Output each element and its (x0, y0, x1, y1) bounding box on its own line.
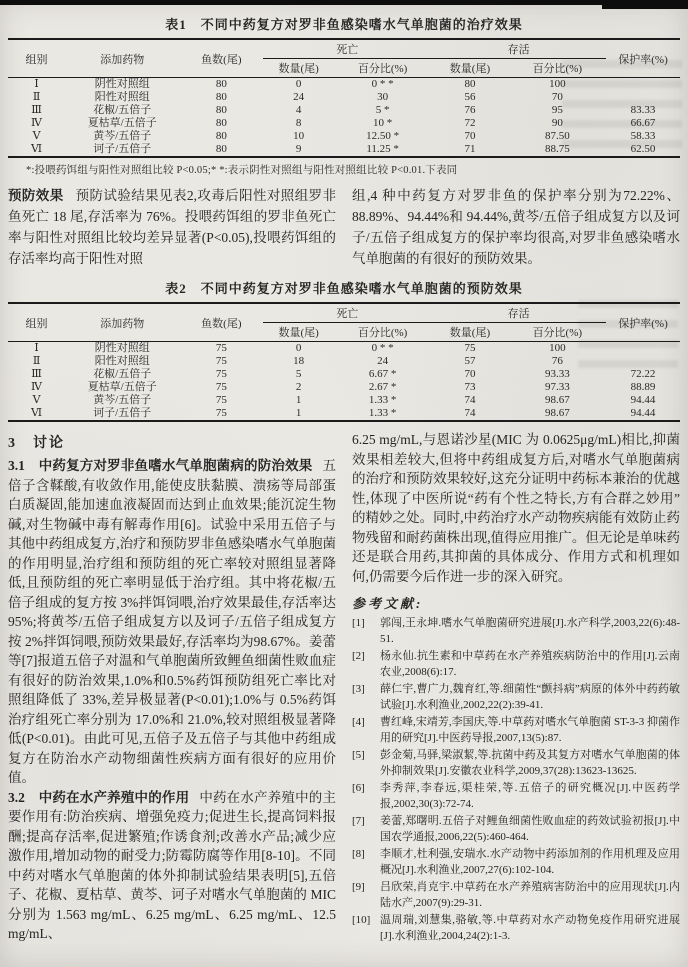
table-row (8, 130, 680, 143)
cell-group: Ⅵ (31, 143, 43, 155)
cell-fish: 75 (215, 407, 227, 419)
cell-alive-n: 76 (464, 104, 476, 116)
cell-protect: 58.33 (630, 130, 656, 142)
cell-group: Ⅲ (31, 104, 42, 116)
reference-number: [3] (352, 683, 365, 695)
mid-right-column (352, 185, 680, 269)
cell-alive-n: 74 (464, 394, 476, 406)
cell-drug: 阴性对照组 (94, 78, 150, 90)
col-survival-percent: 百分比(%) (532, 63, 583, 75)
cell-alive-pct: 87.50 (544, 130, 570, 142)
cell-fish: 75 (215, 355, 227, 367)
reference-number: [8] (352, 848, 365, 860)
section-3-2-paragraph (8, 788, 336, 944)
cell-alive-pct: 95 (551, 104, 563, 116)
reference-item (352, 682, 680, 713)
cell-fish: 75 (215, 381, 227, 393)
cell-fish: 75 (215, 342, 227, 354)
header-row-1 (8, 39, 680, 59)
cell-protect: 83.33 (630, 104, 656, 116)
table1-title: 表1 不同中药复方对罗非鱼感染嗜水气单胞菌的治疗效果 (165, 17, 523, 32)
cell-alive-n: 80 (464, 78, 476, 90)
cell-alive-pct: 76 (551, 355, 563, 367)
cell-alive-n: 57 (464, 355, 476, 367)
cell-group: Ⅱ (32, 91, 41, 103)
cell-alive-pct: 100 (549, 342, 566, 354)
cell-alive-pct: 90 (551, 117, 563, 129)
col-fish-count: 鱼数(尾) (201, 317, 242, 330)
reference-number: [9] (352, 881, 365, 893)
col-group: 组别 (25, 53, 48, 66)
paragraph-lead: 预防效果 (8, 188, 64, 203)
col-protection-rate: 保护率(%) (618, 53, 668, 66)
cell-dead-n: 0 (295, 78, 302, 90)
section-3-2-title: 3.2 中药在水产养殖中的作用 (8, 789, 190, 805)
cell-drug: 花椒/五倍子 (93, 104, 152, 116)
col-survival-count: 数量(尾) (449, 63, 491, 75)
cell-alive-pct: 98.67 (544, 394, 570, 406)
cell-group: Ⅵ (31, 407, 43, 419)
reference-number: [5] (352, 749, 365, 761)
reference-number: [7] (352, 815, 365, 827)
table-header (8, 39, 680, 78)
reference-item (352, 814, 680, 845)
cell-drug: 黄芩/五倍子 (93, 394, 152, 406)
cell-fish: 80 (215, 143, 227, 155)
table1-footnote: *:投喂药饵组与阳性对照组比较 P<0.05;* *:表示阴性对照组与阳性对照组比较 P<0.01.下表同 (26, 165, 458, 176)
reference-number: [1] (352, 617, 365, 629)
cell-alive-n: 75 (464, 342, 476, 354)
reference-text: 郭闯,王永坤.嗜水气单胞菌研究进展[J].水产科学,2003,22(6):48-51. (380, 617, 680, 645)
cell-dead-pct: 1.33 * (368, 407, 397, 419)
cell-protect (606, 355, 680, 368)
cell-fish: 80 (215, 117, 227, 129)
cell-drug: 夏枯草/五倍子 (87, 381, 157, 393)
cell-protect: 94.44 (630, 394, 656, 406)
table-row (8, 381, 680, 394)
table-row (8, 407, 680, 421)
cell-alive-n: 71 (464, 143, 476, 155)
section-3-2-continuation: 6.25 mg/mL,与恩诺沙星(MIC 为 0.0625μg/mL)相比,抑菌效果相差较大,但将中药组成复方后,对嗜水气单胞菌病的治疗和预防效果较好,这充分证明中药标本兼治的优越性,体现了中医所说“药有个性之特长,方有合群之妙用”的精妙之处。同时,中药治疗水产动物疾病能有效防止药物残留和耐药菌株出现,值得应用推广。但无论是单味药还是联合用药,其抑菌的具体成分、作用方式和机理如何,仍需要今后作进一步的深入研究。 (352, 432, 680, 584)
reference-text: 姜蕾,郑曙明.五倍子对鲤鱼细菌性败血症的药效试验初报[J].中国农学通报,2006,22(5):460-464. (380, 815, 680, 843)
cell-dead-n: 1 (295, 394, 302, 406)
cell-dead-n: 1 (295, 407, 302, 419)
cell-alive-n: 70 (464, 130, 476, 142)
cell-drug: 黄芩/五倍子 (93, 130, 152, 142)
cell-protect (606, 342, 680, 356)
cell-protect: 72.22 (630, 368, 656, 380)
cell-group: Ⅲ (31, 368, 42, 380)
reference-text: 彭金菊,马驿,梁淑絜,等.抗菌中药及其复方对嗜水气单胞菌的体外抑制效果[J].安徽农业科学,2009,37(28):13623-13625. (380, 749, 680, 777)
col-survival-group: 存活 (431, 39, 606, 59)
cell-dead-n: 9 (295, 143, 302, 155)
table-row (8, 394, 680, 407)
treatment-effect-table (8, 38, 680, 158)
table-row (8, 91, 680, 104)
col-drug: 添加药物 (100, 53, 145, 66)
table-row (8, 342, 680, 356)
cell-dead-pct: 10 * (372, 117, 393, 129)
reference-number: [4] (352, 716, 365, 728)
cell-group: Ⅱ (32, 355, 41, 367)
cell-dead-pct: 0 * * (371, 78, 394, 90)
table-row (8, 355, 680, 368)
reference-text: 李顺才,杜利强,安瑞水.水产动物中药添加剂的作用机理及应用概况[J].水利渔业,2007,27(6):102-104. (380, 848, 680, 876)
cell-dead-pct: 24 (377, 355, 389, 367)
table-header (8, 303, 680, 342)
col-survival-count: 数量(尾) (449, 327, 491, 339)
cell-group: Ⅳ (31, 117, 43, 129)
cell-protect: 62.50 (630, 143, 656, 155)
reference-text: 吕欣荣,肖克宇.中草药在水产养殖病害防治中的应用现状[J].内陆水产,2007(9):29-31. (380, 881, 680, 909)
cell-protect: 66.67 (630, 117, 656, 129)
section-3-heading: 3 讨论 (8, 436, 65, 451)
cell-group: Ⅰ (34, 342, 39, 354)
cell-protect (606, 78, 680, 92)
paragraph-text: 预防试验结果见表2,攻毒后阳性对照组罗非鱼死亡 18 尾,存活率为 76%。投喂药饵组的罗非鱼死亡率与阳性对照组比较均差异显著(P<0.05),投喂药饵组的存活率均高于阳性对照 (8, 188, 337, 266)
cell-group: Ⅴ (32, 394, 41, 406)
prevention-effect-table (8, 302, 680, 422)
reference-text: 曹红峰,宋靖芳,李国庆,等.中草药对嗜水气单胞菌 ST-3-3 抑菌作用的研究[J].中医药导报,2007,13(5):87. (380, 716, 680, 744)
cell-alive-pct: 93.33 (544, 368, 570, 380)
col-fish-count: 鱼数(尾) (201, 53, 242, 66)
reference-item (352, 847, 680, 878)
cell-fish: 80 (215, 130, 227, 142)
cell-drug: 阳性对照组 (94, 355, 150, 367)
cell-alive-pct: 98.67 (544, 407, 570, 419)
table-row (8, 104, 680, 117)
cell-drug: 诃子/五倍子 (93, 143, 152, 155)
reference-number: [6] (352, 782, 365, 794)
reference-text: 薛仁宇,曹广力,魏育红,等.细菌性“颤抖病”病原的体外中药药敏试验[J].水利渔业,2002,22(2):39-41. (380, 683, 680, 711)
cell-dead-n: 2 (295, 381, 302, 393)
col-survival-group: 存活 (431, 303, 606, 323)
section-3-2-text: 中药在水产养殖中的主要作用有:防治疾病、增强免疫力;促进生长,提高饲料报酬;提高存活率,促进繁殖;作诱食剂;改善水产品;减少应激作用,增加动物的耐受力;防霉防腐等作用[8-10]。不同中药对嗜水气单胞菌的体外抑制试验结果表明[5],五倍子、花椒、夏枯草、黄芩、诃子对嗜水气单胞菌的 MIC 分别为 1.563 mg/mL、6.25 mg/mL、6.25 mg/mL、12.5 mg/mL、 (8, 789, 336, 941)
section-3-1-paragraph (8, 456, 336, 788)
cell-alive-pct: 97.33 (544, 381, 570, 393)
col-drug: 添加药物 (100, 317, 145, 330)
cell-protect (606, 91, 680, 104)
cell-protect: 88.89 (630, 381, 656, 393)
cell-alive-pct: 70 (551, 91, 563, 103)
prevention-effect-paragraph-cont: 组,4 种中药复方对罗非鱼的保护率分别为72.22%、88.89%、94.44%和 94.44%,黄芩/五倍子组成复方以及诃子/五倍子组成复方的保护率均很高,对罗非鱼感染嗜水气单胞菌的有很好的预防效果。 (352, 188, 680, 266)
cell-dead-n: 18 (293, 355, 305, 367)
reference-item (352, 649, 680, 680)
cell-alive-n: 74 (464, 407, 476, 419)
header-row-1 (8, 303, 680, 323)
cell-dead-n: 8 (295, 117, 302, 129)
cell-alive-pct: 100 (549, 78, 566, 90)
reference-text: 李秀萍,李春远,渠桂荣,等.五倍子的研究概况[J].中医药学报,2002,30(3):72-74. (380, 782, 680, 810)
cell-dead-pct: 1.33 * (368, 394, 397, 406)
reference-item (352, 880, 680, 911)
mid-paragraph-columns (8, 185, 680, 269)
cell-group: Ⅴ (32, 130, 41, 142)
cell-dead-pct: 11.25 * (366, 143, 399, 155)
cell-drug: 夏枯草/五倍子 (87, 117, 157, 129)
cell-dead-pct: 6.67 * (368, 368, 397, 380)
reference-item (352, 616, 680, 647)
table-row (8, 368, 680, 381)
reference-list (352, 616, 680, 944)
section-3-1-title: 3.1 中药复方对罗非鱼嗜水气单胞菌病的防治效果 (8, 458, 313, 473)
cell-fish: 80 (215, 91, 227, 103)
discussion-left-column (8, 430, 336, 946)
cell-dead-pct: 2.67 * (368, 381, 397, 393)
cell-group: Ⅳ (31, 381, 43, 393)
cell-dead-n: 0 (295, 342, 302, 354)
cell-drug: 诃子/五倍子 (93, 407, 152, 419)
table-row (8, 117, 680, 130)
prevention-effect-paragraph (8, 185, 336, 269)
cell-dead-n: 5 (295, 368, 302, 380)
reference-number: [2] (352, 650, 365, 662)
reference-item (352, 781, 680, 812)
cell-alive-pct: 88.75 (544, 143, 570, 155)
cell-alive-n: 72 (464, 117, 476, 129)
cell-dead-n: 10 (293, 130, 305, 142)
references-heading: 参考文献: (352, 596, 424, 611)
cell-dead-pct: 30 (377, 91, 389, 103)
col-group: 组别 (25, 317, 48, 330)
col-survival-percent: 百分比(%) (532, 327, 583, 339)
cell-fish: 80 (215, 104, 227, 116)
section-3-1-text: 五倍子含鞣酸,有收敛作用,能使皮肤黏膜、溃疡等局部蛋白质凝固,能加速血液凝固而达到止血效果;能沉淀生物碱,对生物碱中毒有解毒作用[6]。试验中采用五倍子与其他中药组成复方,治疗和预防罗非鱼感染嗜水气单胞菌的作用明显,治疗组和预防组的死亡率较对照组显著降低,且预防组的死亡率明显低于治疗组。其中将花椒/五倍子组成的复方按 3%拌饵饲喂,治疗效果最佳,存活率达95%;将黄芩/五倍子组成复方以及诃子/五倍子组成复方按 2%拌饵饲喂,预防效果最好,存活率均为98.67%。姜蕾等[7]报道五倍子对温和气单胞菌所致鲤鱼细菌性败血症有很好的防治效果,1.0%和0.5%药饵预防组死亡率比对照组降低了 33%,差异极显著(P<0.01);1.0%与 0.5%药饵治疗组死亡率分别为 17.0%和 21.0%,较对照组极显著降低(P<0.01)。由此可见,五倍子及五倍子与其他中药组成复方在防治水产动物细菌性疾病方面有很好的应用价值。 (8, 458, 336, 785)
discussion-right-column (352, 430, 680, 946)
cell-alive-n: 70 (464, 368, 476, 380)
col-death-count: 数量(尾) (278, 63, 319, 75)
table-row (8, 143, 680, 157)
cell-alive-n: 56 (464, 91, 476, 103)
reference-number: [10] (352, 914, 371, 926)
table2-title: 表2 不同中药复方对罗非鱼感染嗜水气单胞菌的预防效果 (165, 281, 523, 296)
cell-dead-pct: 0 * * (371, 342, 394, 354)
col-death-group: 死亡 (263, 39, 431, 59)
cell-fish: 80 (215, 78, 227, 90)
reference-item (352, 748, 680, 779)
col-death-percent: 百分比(%) (357, 63, 408, 75)
cell-dead-n: 4 (295, 104, 302, 116)
cell-alive-n: 73 (464, 381, 476, 393)
cell-dead-n: 24 (293, 91, 305, 103)
mid-left-column (8, 185, 336, 269)
cell-drug: 花椒/五倍子 (93, 368, 152, 380)
cell-group: Ⅰ (34, 78, 39, 90)
cell-protect: 94.44 (630, 407, 656, 419)
cell-fish: 75 (215, 368, 227, 380)
cell-dead-pct: 5 * (375, 104, 390, 116)
cell-drug: 阳性对照组 (94, 91, 150, 103)
cell-drug: 阴性对照组 (94, 342, 150, 354)
col-death-percent: 百分比(%) (357, 327, 408, 339)
reference-text: 杨永仙.抗生素和中草药在水产养殖疾病防治中的作用[J].云南农业,2008(6):17. (380, 650, 680, 678)
col-death-count: 数量(尾) (278, 327, 319, 339)
cell-fish: 75 (215, 394, 227, 406)
col-death-group: 死亡 (263, 303, 431, 323)
col-protection-rate: 保护率(%) (618, 317, 668, 330)
table-row (8, 78, 680, 92)
discussion-columns (8, 430, 680, 946)
cell-dead-pct: 12.50 * (366, 130, 400, 142)
reference-text: 温周瑞,刘慧集,骆敏,等.中草药对水产动物免疫作用研究进展[J].水利渔业,2004,24(2):1-3. (380, 914, 680, 942)
reference-item (352, 715, 680, 746)
reference-item (352, 913, 680, 944)
